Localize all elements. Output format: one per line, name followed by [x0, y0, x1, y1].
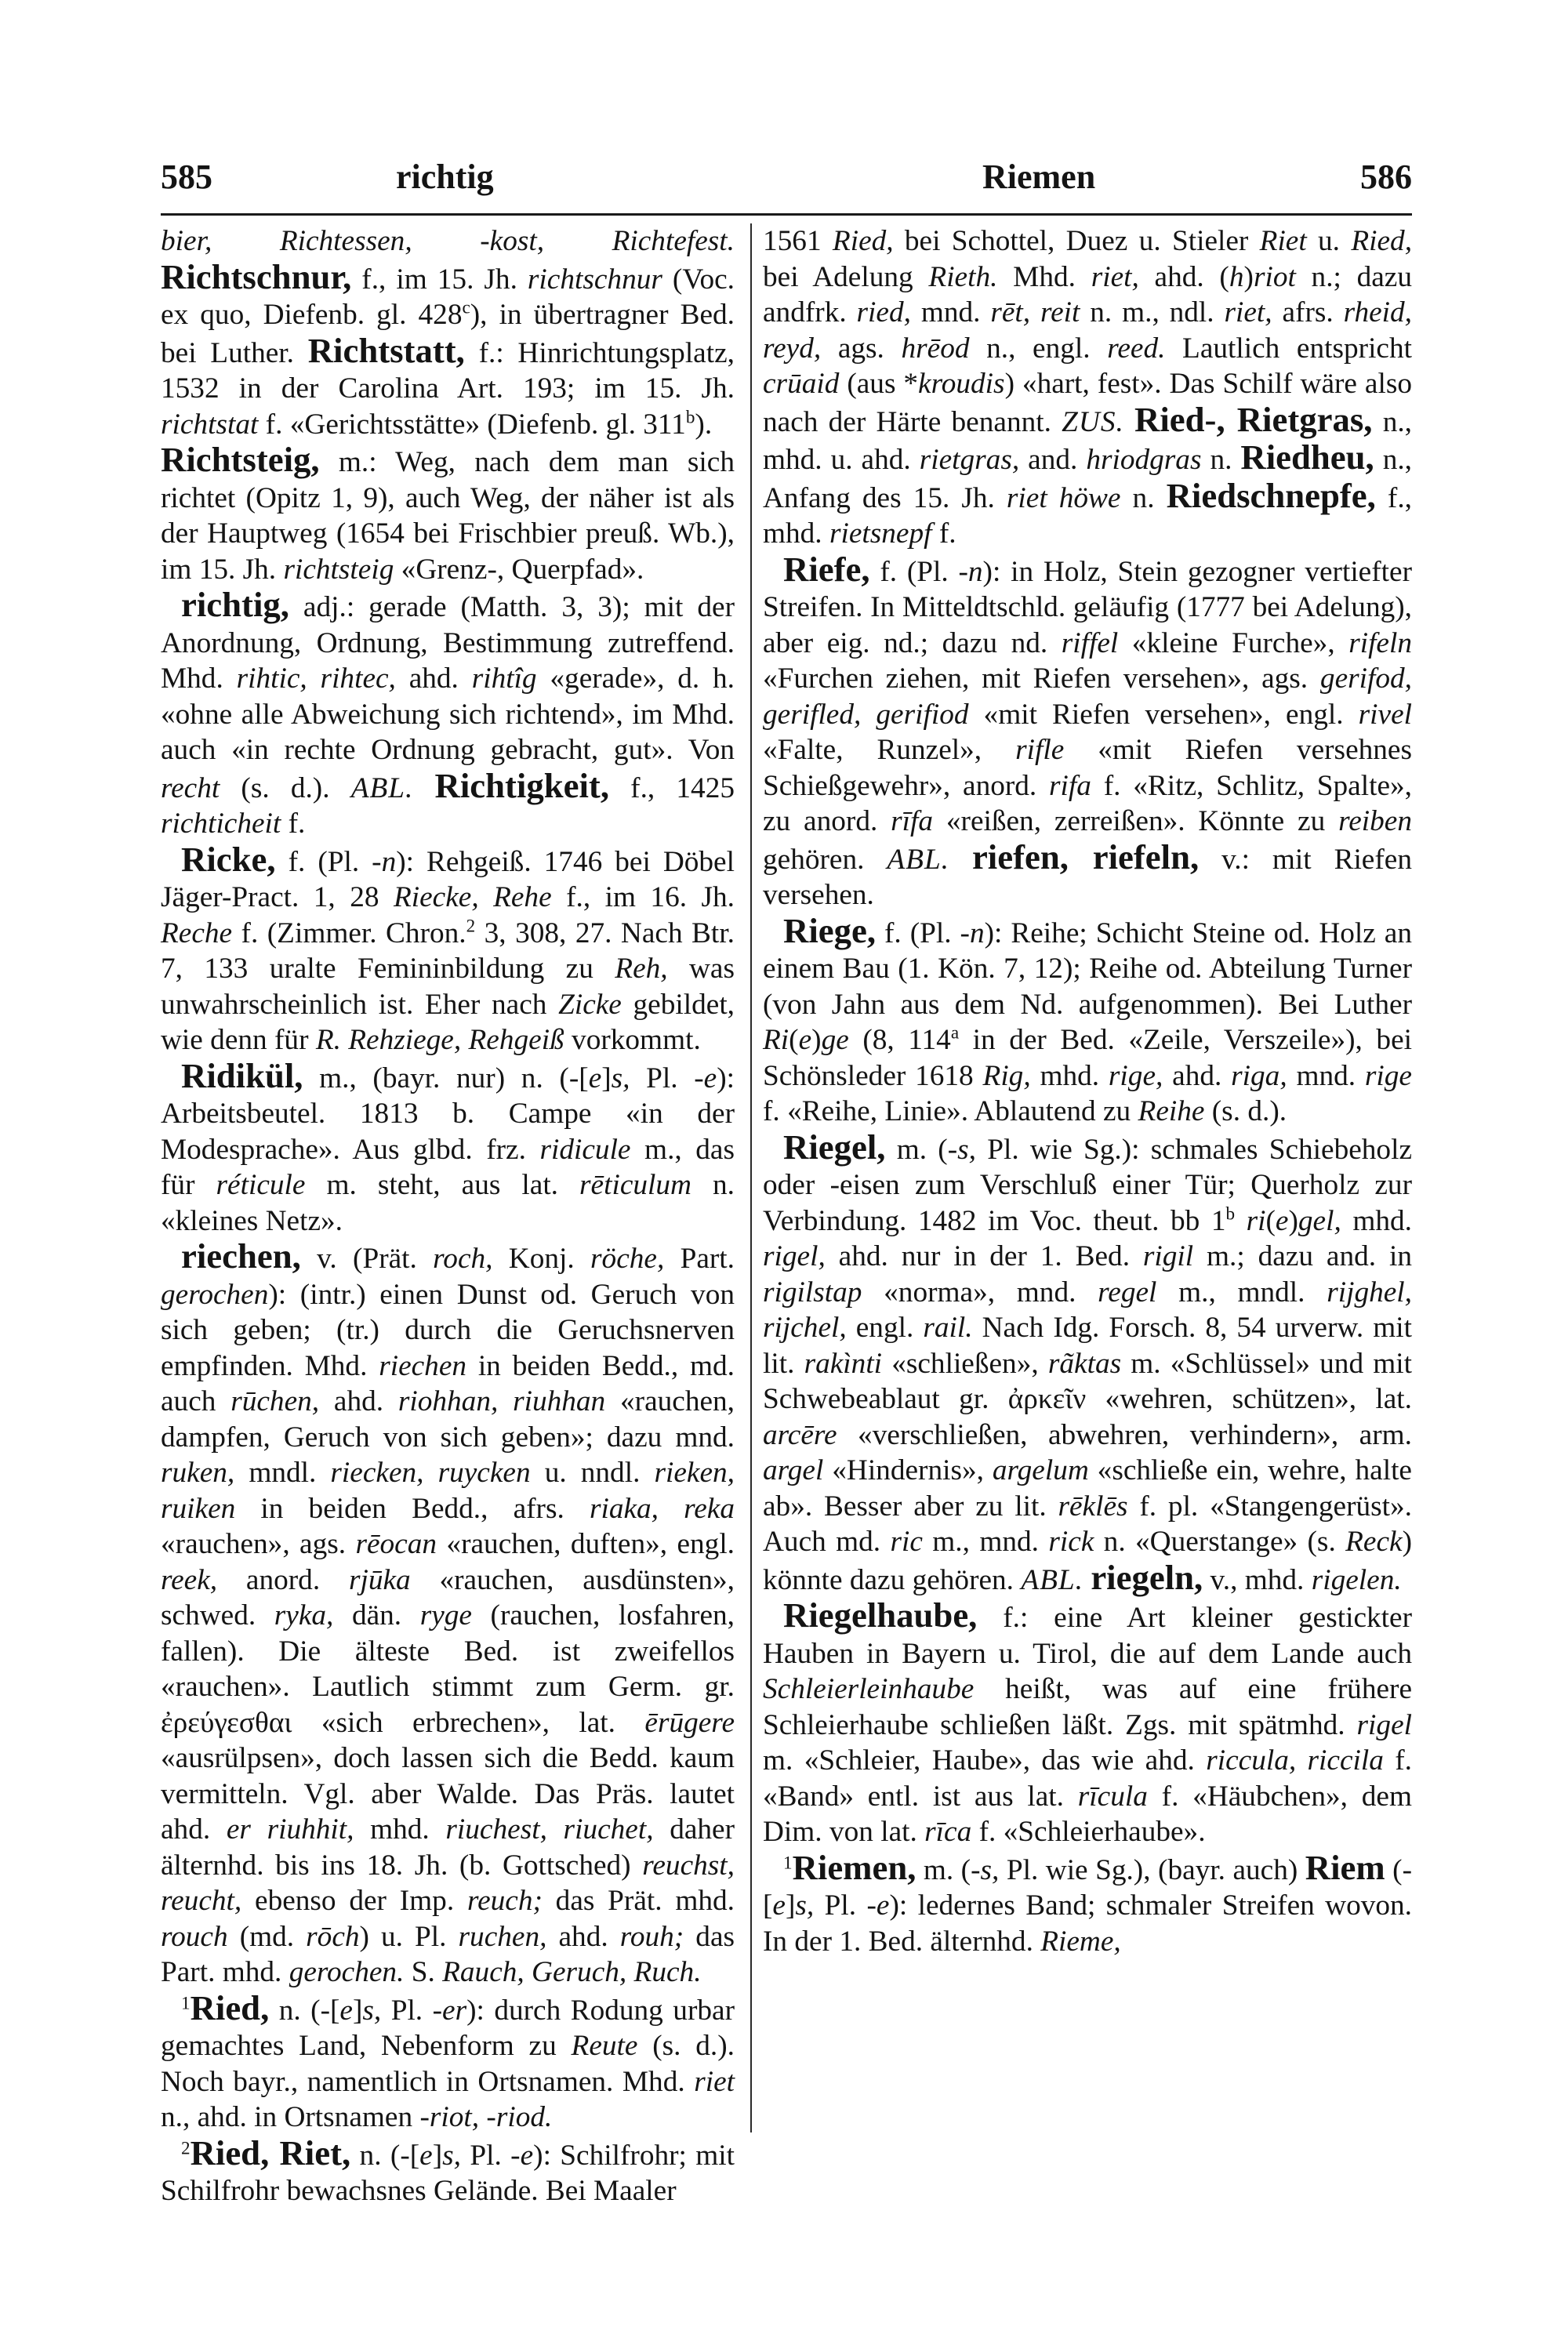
- entry-riege: Riege, f. (Pl. -n): Reihe; Schicht Steine od. Holz an einem Bau (1. Kön. 7, 12); Reihe od. Abteilung Turner (von Jahn aus dem Nd. aufgenommen). Bei Luther Ri(e)ge (8, 114$^a$ in der Bed. «Zeile, Verszeile»), bei Schönsleder 1618 Rig, mhd. rige, ahd. riga, mnd. rige f. «Reihe, Linie». Ablautend zu Reihe (s. d.).: [763, 910, 1412, 1127]
- entry-ridikuel: Ridikül, m., (bayr. nur) n. (-[e]s, Pl. -e): Arbeitsbeutel. 1813 b. Campe «in der Modesprache». Aus glbd. frz. ridicule m., das für réticule m. steht, aus lat. rēticulum n. «kleines Netz».: [161, 1055, 735, 1237]
- entry-riegelhaube: Riegelhaube, f.: eine Art kleiner gestickter Hauben in Bayern u. Tirol, die auf dem Lande auch Schleierleinhaube heißt, was auf eine frühere Schleierhaube schließen läßt. Zgs. mit spätmhd. rigel m. «Schleier, Haube», das wie ahd. riccula, riccila f. «Band» entl. ist aus lat. rīcula f. «Häubchen», dem Dim. von lat. rīca f. «Schleierhaube».: [763, 1595, 1412, 1848]
- entry-riegel: Riegel, m. (-s, Pl. wie Sg.): schmales Schiebeholz oder -eisen zum Verschluß einer Tür; Querholz zur Verbindung. 1482 im Voc. theut. bb 1$^b$ ri(e)gel, mhd. rigel, ahd. nur in der 1. Bed. rigil m.; dazu and. in rigilstap «norma», mnd. regel m., mndl. rijghel, rijchel, engl. rail. Nach Idg. Forsch. 8, 54 urverw. mit lit. rakìnti «schließen», rãktas m. «Schlüssel» und mit Schwebeablaut gr. ἀρκεῖν «wehren, schützen», lat. arcēre «verschließen, abwehren, verhindern», arm. argel «Hindernis», argelum «schließe ein, wehre, halte ab». Besser aber zu lit. rēklēs f. pl. «Stangengerüst». Auch md. ric m., mnd. rick n. «Querstange» (s. Reck) könnte dazu gehören. ABL. riegeln, v., mhd. rigelen.: [763, 1127, 1413, 1597]
- entry-riechen: riechen, v. (Prät. roch, Konj. röche, Part. gerochen): (intr.) einen Dunst od. Geruch von sich geben; (tr.) durch die Geruchsnerven empfinden. Mhd. riechen in beiden Bedd., md. auch rūchen, ahd. riohhan, riuhhan «rauchen, dampfen, Geruch von sich geben»; dazu mnd. ruken, mndl. riecken, ruycken u. nndl. rieken, ruiken in beiden Bedd., afrs. riaka, reka «rauchen», ags. rēocan «rauchen, duften», engl. reek, anord. rjūka «rauchen, ausdünsten», schwed. ryka, dän. ryge (rauchen, losfahren, fallen). Die älteste Bed. ist zweifellos «rauchen». Lautlich stimmt zum Germ. gr. ἐρεύγεσθαι «sich erbrechen», lat. ērūgere «ausrülpsen», doch lassen sich die Bedd. kaum vermitteln. Vgl. aber Walde. Das Präs. lautet ahd. er riuhhit, mhd. riuchest, riuchet, daher älternhd. bis ins 18. Jh. (b. Gottsched) reuchst, reucht, ebenso der Imp. reuch; das Prät. mhd. rouch (md. rōch) u. Pl. ruchen, ahd. rouh; das Part. mhd. gerochen. S. Rauch, Geruch, Ruch.: [161, 1236, 735, 1988]
- entry-richtschnur: bier, Richtessen, -kost, Richtefest. Richtschnur, f., im 15. Jh. richtschnur (Voc. ex quo, Diefenb. gl. 428$^c$), in übertragner Bed. bei Luther. Richtstatt, f.: Hinrichtungsplatz, 1532 in der Carolina Art. 193; im 15. Jh. richtstat f. «Gerichtsstätte» (Diefenb. gl. 311$^b$).: [161, 225, 735, 441]
- running-head-right: Riemen: [982, 158, 1096, 196]
- entry-richtsteig: Richtsteig, m.: Weg, nach dem man sich richtet (Opitz 1, 9), auch Weg, der näher ist als der Hauptweg (1654 bei Frischbier preuß. Wb.), im 15. Jh. richtsteig «Grenz-, Querpfad».: [161, 440, 735, 586]
- entry-richtig: richtig, adj.: gerade (Matth. 3, 3); mit der Anordnung, Ordnung, Bestimmung zutreffend. Mhd. rihtic, rihtec, ahd. rihtîg «gerade», d. h. «ohne alle Abweichung sich richtend», im Mhd. auch «in rechte Ordnung gebracht, gut». Von recht (s. d.). ABL. Richtigkeit, f., 1425 richticheit f.: [161, 585, 735, 840]
- column-divider: [750, 223, 752, 2132]
- entry-ried-1: $^1$Ried, n. (-[e]s, Pl. -er): durch Rodung urbar gemachtes Land, Nebenform zu Reute (s. d.). Noch bayr., namentlich in Ortsnamen. Mhd. riet n., ahd. in Ortsnamen -riot, -riod.: [161, 1987, 735, 2133]
- header-rule: [161, 213, 1412, 216]
- left-column: [161, 223, 735, 2207]
- page-header: [161, 157, 1412, 204]
- entry-riemen: $^1$Riemen, m. (-s, Pl. wie Sg.), (bayr. auch) Riem (-[e]s, Pl. -e): ledernes Band; schmaler Streifen wovon. In der 1. Bed. älternhd. Rieme,: [763, 1847, 1413, 1958]
- right-column: [763, 223, 1412, 2144]
- page-number-right: 586: [1360, 158, 1412, 196]
- entry-riefe: Riefe, f. (Pl. -n): in Holz, Stein gezogner vertiefter Streifen. In Mitteldtschld. geläufig (1777 bei Adelung), aber eig. nd.; dazu nd. riffel «kleine Furche», rifeln «Furchen ziehen, mit Riefen versehen», ags. gerifod, gerifled, gerifiod «mit Riefen versehen», engl. rivel «Falte, Runzel», rifle «mit Riefen versehnes Schießgewehr», anord. rifa f. «Ritz, Schlitz, Spalte», zu anord. rīfa «reißen, zerreißen». Könnte zu reiben gehören. ABL. riefen, riefeln, v.: mit Riefen versehen.: [763, 549, 1412, 911]
- entry-ried-continued: 1561 Ried, bei Schottel, Duez u. Stieler Riet u. Ried, bei Adelung Rieth. Mhd. riet, ahd. (h)riot n.; dazu andfrk. ried, mnd. rēt, reit n. m., ndl. riet, afrs. rheid, reyd, ags. hrēod n., engl. reed. Lautlich entspricht crūaid (aus *kroudis) «hart, fest». Das Schilf wäre also nach der Härte benannt. ZUS. Ried-, Rietgras, n., mhd. u. ahd. rietgras, and. hriodgras n. Riedheu, n., Anfang des 15. Jh. riet höwe n. Riedschnepfe, f., mhd. rietsnepf f.: [763, 225, 1413, 550]
- page-number-left: 585: [161, 158, 212, 196]
- entry-ricke: Ricke, f. (Pl. -n): Rehgeiß. 1746 bei Döbel Jäger-Pract. 1, 28 Riecke, Rehe f., im 16. Jh. Reche f. (Zimmer. Chron.$^2$ 3, 308, 27. Nach Btr. 7, 133 uralte Femininbildung zu Reh, was unwahrscheinlich ist. Eher nach Zicke gebildet, wie denn für R. Rehziege, Rehgeiß vorkommt.: [161, 839, 735, 1056]
- entry-ried-2: $^2$Ried, Riet, n. (-[e]s, Pl. -e): Schilfrohr; mit Schilfrohr bewachsnes Gelände. Bei Maaler: [161, 2132, 735, 2207]
- running-head-left: richtig: [396, 158, 494, 196]
